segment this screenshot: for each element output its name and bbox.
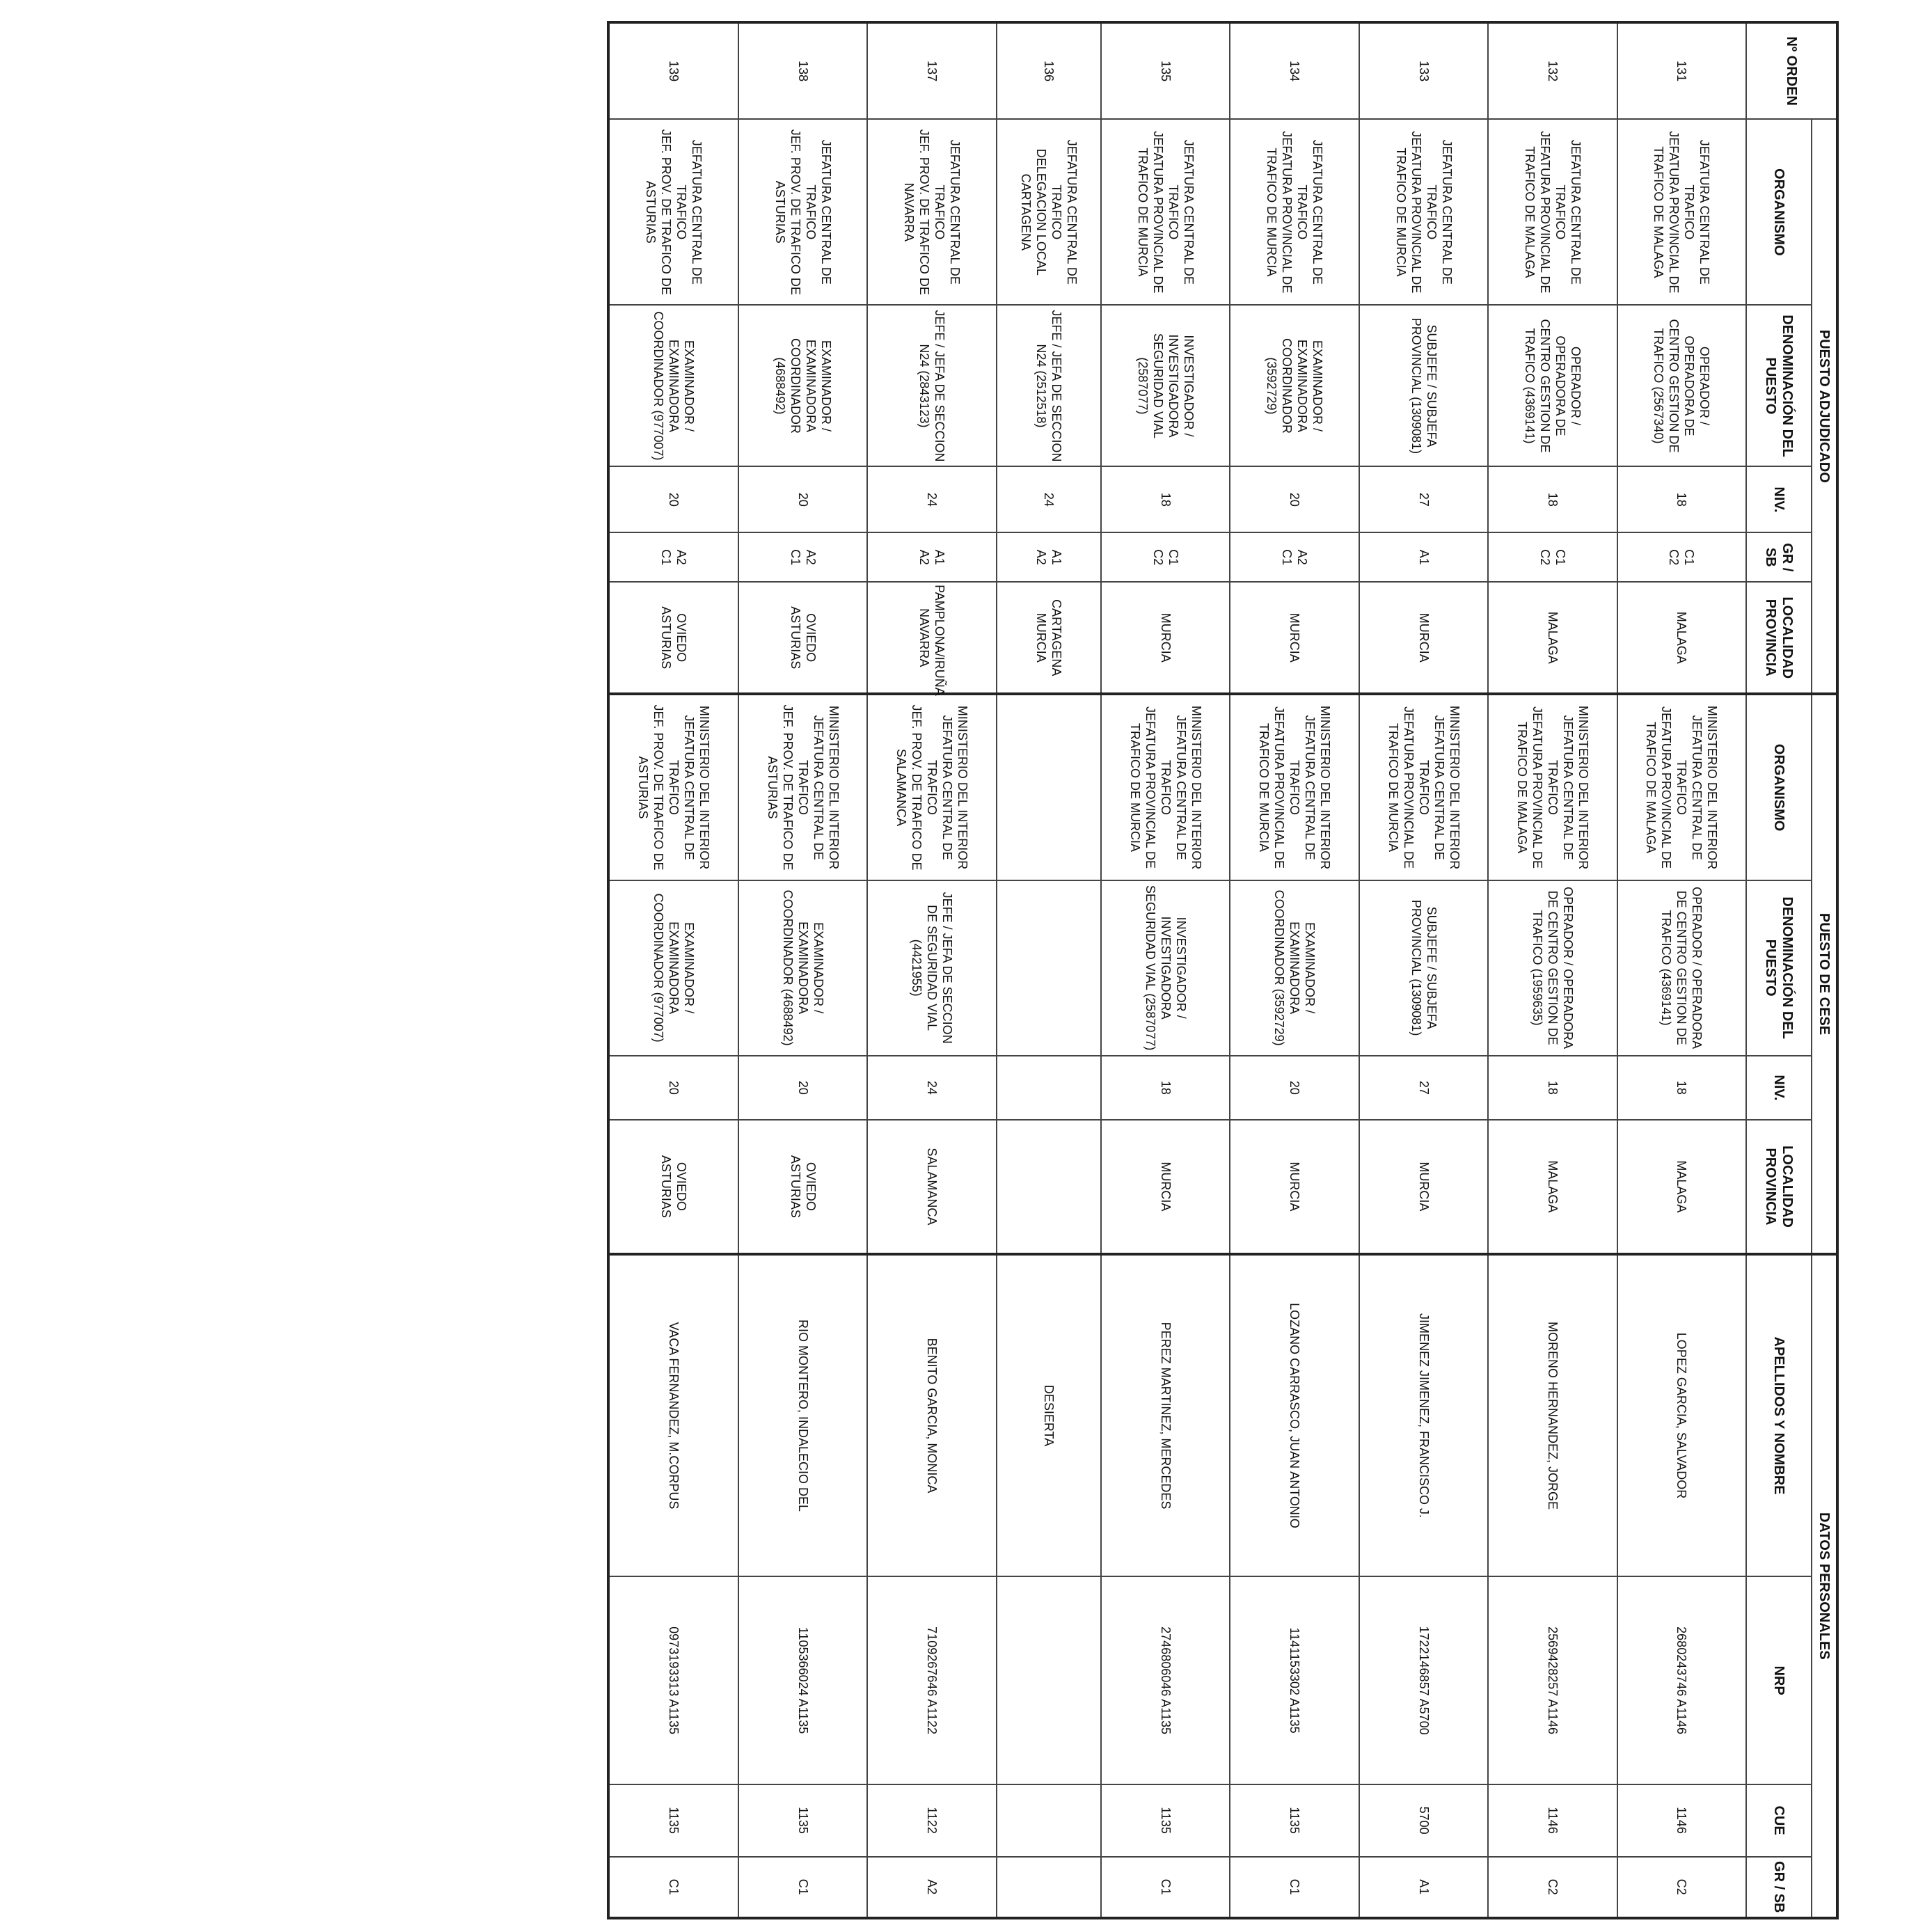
header-adj-niv: NIV. [1746,466,1812,532]
adj-niv-cell: 20 [1230,466,1359,532]
assignment-table [607,21,1839,1919]
cese-organismo-cell: MINISTERIO DEL INTERIOR JEFATURA CENTRAL DE TRAFICO JEFATURA PROVINCIAL DE TRAFICO DE MURCIA [1230,694,1359,880]
header-puesto-cese: PUESTO DE CESE [1812,694,1837,1253]
adj-denominacion-cell: OPERADOR / OPERADORA DE CENTRO GESTION DE TRAFICO (4369141) [1488,305,1617,466]
cese-organismo-cell: MINISTERIO DEL INTERIOR JEFATURA CENTRAL DE TRAFICO JEFATURA PROVINCIAL DE TRAFICO DE MURCIA [1359,694,1488,880]
header-adj-denominacion: DENOMINACIÓN DEL PUESTO [1746,305,1812,466]
adj-grsb-cell: A2 C1 [738,532,867,582]
adj-localidad-cell: CARTAGENA MURCIA [997,582,1101,694]
header-apellidos: APELLIDOS Y NOMBRE [1746,1254,1812,1577]
grsb-cell: C2 [1488,1857,1617,1918]
adj-organismo-cell: JEFATURA CENTRAL DE TRAFICO JEFATURA PROVINCIAL DE TRAFICO DE MURCIA [1101,119,1230,305]
cese-denominacion-cell: EXAMINADOR / EXAMINADORA COORDINADOR (977007) [608,880,738,1056]
cese-niv-cell: 20 [738,1056,867,1121]
adj-niv-cell: 24 [997,466,1101,532]
cese-niv-cell: 18 [1101,1056,1230,1121]
cese-denominacion-cell: SUBJEFE / SUBJEFA PROVINCIAL (1309081) [1359,880,1488,1056]
cue-cell: 5700 [1359,1784,1488,1857]
table-row [1101,22,1230,1918]
adj-grsb-cell: A2 C1 [1230,532,1359,582]
cue-cell: 1135 [1101,1784,1230,1857]
nrp-cell: 0973193313 A1135 [608,1576,738,1784]
cese-denominacion-cell: OPERADOR / OPERADORA DE CENTRO GESTION DE TRAFICO (4369141) [1617,880,1746,1056]
adj-grsb-cell: A1 A2 [867,532,996,582]
table-row [1617,22,1746,1918]
adj-organismo-cell: JEFATURA CENTRAL DE TRAFICO JEF. PROV. DE TRAFICO DE ASTURIAS [608,119,738,305]
cese-organismo-cell [997,694,1101,880]
apellidos-cell: LOPEZ GARCIA, SALVADOR [1617,1254,1746,1577]
nrp-cell: 1141153302 A1135 [1230,1576,1359,1784]
grsb-cell: C1 [1230,1857,1359,1918]
cese-niv-cell: 20 [1230,1056,1359,1121]
cese-localidad-cell: MALAGA [1488,1120,1617,1253]
nrp-cell: 7109267646 A1122 [867,1576,996,1784]
adj-grsb-cell: A1 [1359,532,1488,582]
adj-organismo-cell: JEFATURA CENTRAL DE TRAFICO DELEGACION LOCAL CARTAGENA [997,119,1101,305]
adj-niv-cell: 18 [1488,466,1617,532]
adj-organismo-cell: JEFATURA CENTRAL DE TRAFICO JEFATURA PROVINCIAL DE TRAFICO DE MALAGA [1488,119,1617,305]
table-body [608,22,1746,1918]
grsb-cell: C2 [1617,1857,1746,1918]
orden-cell: 138 [738,22,867,119]
orden-cell: 134 [1230,22,1359,119]
apellidos-cell: JIMENEZ JIMENEZ, FRANCISCO J. [1359,1254,1488,1577]
adj-organismo-cell: JEFATURA CENTRAL DE TRAFICO JEFATURA PROVINCIAL DE TRAFICO DE MALAGA [1617,119,1746,305]
adj-denominacion-cell: EXAMINADOR / EXAMINADORA COORDINADOR (3592729) [1230,305,1359,466]
orden-cell: 133 [1359,22,1488,119]
orden-cell: 132 [1488,22,1617,119]
header-adj-grsb: GR / SB [1746,532,1812,582]
orden-cell: 139 [608,22,738,119]
adj-localidad-cell: OVIEDO ASTURIAS [738,582,867,694]
header-cese-denominacion: DENOMINACIÓN DEL PUESTO [1746,880,1812,1056]
cese-niv-cell: 18 [1488,1056,1617,1121]
header-cue: CUE [1746,1784,1812,1857]
cese-denominacion-cell: OPERADOR / OPERADORA DE CENTRO GESTION DE TRAFICO (1959635) [1488,880,1617,1056]
header-orden: Nº ORDEN [1746,22,1837,119]
nrp-cell: 1105366024 A1135 [738,1576,867,1784]
adj-grsb-cell: C1 C2 [1101,532,1230,582]
nrp-cell [997,1576,1101,1784]
table-row [738,22,867,1918]
adj-denominacion-cell: OPERADOR / OPERADORA DE CENTRO GESTION DE TRAFICO (2567340) [1617,305,1746,466]
header-cese-localidad: LOCALIDAD PROVINCIA [1746,1120,1812,1253]
header-adj-localidad: LOCALIDAD PROVINCIA [1746,582,1812,694]
cese-organismo-cell: MINISTERIO DEL INTERIOR JEFATURA CENTRAL DE TRAFICO JEFATURA PROVINCIAL DE TRAFICO DE MALAGA [1488,694,1617,880]
adj-organismo-cell: JEFATURA CENTRAL DE TRAFICO JEFATURA PROVINCIAL DE TRAFICO DE MURCIA [1359,119,1488,305]
cese-localidad-cell: MALAGA [1617,1120,1746,1253]
cese-localidad-cell: SALAMANCA [867,1120,996,1253]
cese-niv-cell: 18 [1617,1056,1746,1121]
cue-cell: 1135 [608,1784,738,1857]
cese-localidad-cell [997,1120,1101,1253]
adj-localidad-cell: MURCIA [1101,582,1230,694]
cese-denominacion-cell: EXAMINADOR / EXAMINADORA COORDINADOR (3592729) [1230,880,1359,1056]
adj-niv-cell: 20 [608,466,738,532]
cese-denominacion-cell: EXAMINADOR / EXAMINADORA COORDINADOR (4688492) [738,880,867,1056]
orden-cell: 136 [997,22,1101,119]
adj-denominacion-cell: INVESTIGADOR / INVESTIGADORA SEGURIDAD VIAL (2587077) [1101,305,1230,466]
adj-denominacion-cell: JEFE / JEFA DE SECCION N24 (2512518) [997,305,1101,466]
grsb-cell: A2 [867,1857,996,1918]
adj-denominacion-cell: EXAMINADOR / EXAMINADORA COORDINADOR (977007) [608,305,738,466]
adj-localidad-cell: OVIEDO ASTURIAS [608,582,738,694]
adj-localidad-cell: MURCIA [1359,582,1488,694]
adj-denominacion-cell: JEFE / JEFA DE SECCION N24 (2843123) [867,305,996,466]
adj-localidad-cell: MALAGA [1488,582,1617,694]
cue-cell: 1146 [1617,1784,1746,1857]
adj-organismo-cell: JEFATURA CENTRAL DE TRAFICO JEF. PROV. DE TRAFICO DE NAVARRA [867,119,996,305]
grsb-cell: C1 [608,1857,738,1918]
header-puesto-adjudicado: PUESTO ADJUDICADO [1812,119,1837,694]
apellidos-cell: RIO MONTERO, INDALECIO DEL [738,1254,867,1577]
table-row [608,22,738,1918]
cue-cell: 1135 [1230,1784,1359,1857]
adj-niv-cell: 27 [1359,466,1488,532]
cese-niv-cell: 24 [867,1056,996,1121]
orden-cell: 131 [1617,22,1746,119]
cese-niv-cell: 27 [1359,1056,1488,1121]
cese-organismo-cell: MINISTERIO DEL INTERIOR JEFATURA CENTRAL DE TRAFICO JEF. PROV. DE TRAFICO DE ASTURIAS [738,694,867,880]
adj-localidad-cell: PAMPLONA/IRUÑA NAVARRA [867,582,996,694]
grsb-cell: A1 [1359,1857,1488,1918]
adj-localidad-cell: MURCIA [1230,582,1359,694]
adj-grsb-cell: A2 C1 [608,532,738,582]
cese-localidad-cell: MURCIA [1359,1120,1488,1253]
table-row [1488,22,1617,1918]
cue-cell: 1146 [1488,1784,1617,1857]
adj-grsb-cell: A1 A2 [997,532,1101,582]
adj-niv-cell: 24 [867,466,996,532]
apellidos-cell: MORENO HERNANDEZ, JORGE [1488,1254,1617,1577]
header-datos-personales: DATOS PERSONALES [1812,1254,1837,1918]
cese-niv-cell [997,1056,1101,1121]
apellidos-cell: BENITO GARCIA, MONICA [867,1254,996,1577]
header-cese-organismo: ORGANISMO [1746,694,1812,880]
grsb-cell: C1 [1101,1857,1230,1918]
header-adj-organismo: ORGANISMO [1746,119,1812,305]
nrp-cell: 2746806046 A1135 [1101,1576,1230,1784]
table-row [1359,22,1488,1918]
adj-niv-cell: 20 [738,466,867,532]
apellidos-cell: DESIERTA [997,1254,1101,1577]
table-row [1230,22,1359,1918]
cese-localidad-cell: OVIEDO ASTURIAS [738,1120,867,1253]
cue-cell [997,1784,1101,1857]
rotated-page [452,0,1932,1932]
adj-denominacion-cell: EXAMINADOR / EXAMINADORA COORDINADOR (4688492) [738,305,867,466]
cese-localidad-cell: MURCIA [1230,1120,1359,1253]
nrp-cell: 1722146857 A5700 [1359,1576,1488,1784]
cue-cell: 1122 [867,1784,996,1857]
grsb-cell [997,1857,1101,1918]
table-row [867,22,996,1918]
nrp-cell: 2569428257 A1146 [1488,1576,1617,1784]
header-cese-niv: NIV. [1746,1056,1812,1121]
adj-organismo-cell: JEFATURA CENTRAL DE TRAFICO JEF. PROV. DE TRAFICO DE ASTURIAS [738,119,867,305]
grsb-cell: C1 [738,1857,867,1918]
adj-niv-cell: 18 [1617,466,1746,532]
adj-denominacion-cell: SUBJEFE / SUBJEFA PROVINCIAL (1309081) [1359,305,1488,466]
header-grsb: GR / SB [1746,1857,1812,1918]
header-nrp: NRP [1746,1576,1812,1784]
adj-localidad-cell: MALAGA [1617,582,1746,694]
apellidos-cell: PEREZ MARTINEZ, MERCEDES [1101,1254,1230,1577]
cese-localidad-cell: OVIEDO ASTURIAS [608,1120,738,1253]
apellidos-cell: LOZANO CARRASCO, JUAN ANTONIO [1230,1254,1359,1577]
cese-niv-cell: 20 [608,1056,738,1121]
apellidos-cell: VACA FERNANDEZ, M.CORPUS [608,1254,738,1577]
cese-organismo-cell: MINISTERIO DEL INTERIOR JEFATURA CENTRAL DE TRAFICO JEFATURA PROVINCIAL DE TRAFICO DE MALAGA [1617,694,1746,880]
adj-grsb-cell: C1 C2 [1617,532,1746,582]
cese-denominacion-cell [997,880,1101,1056]
cue-cell: 1135 [738,1784,867,1857]
cese-organismo-cell: MINISTERIO DEL INTERIOR JEFATURA CENTRAL DE TRAFICO JEFATURA PROVINCIAL DE TRAFICO DE MURCIA [1101,694,1230,880]
cese-organismo-cell: MINISTERIO DEL INTERIOR JEFATURA CENTRAL DE TRAFICO JEF. PROV. DE TRAFICO DE SALAMANCA [867,694,996,880]
cese-denominacion-cell: INVESTIGADOR / INVESTIGADORA SEGURIDAD VIAL (2587077) [1101,880,1230,1056]
cese-organismo-cell: MINISTERIO DEL INTERIOR JEFATURA CENTRAL DE TRAFICO JEF. PROV. DE TRAFICO DE ASTURIAS [608,694,738,880]
orden-cell: 135 [1101,22,1230,119]
cese-localidad-cell: MURCIA [1101,1120,1230,1253]
adj-organismo-cell: JEFATURA CENTRAL DE TRAFICO JEFATURA PROVINCIAL DE TRAFICO DE MURCIA [1230,119,1359,305]
table-row [997,22,1101,1918]
nrp-cell: 2680243746 A1146 [1617,1576,1746,1784]
cese-denominacion-cell: JEFE / JEFA DE SECCION DE SEGURIDAD VIAL (4421955) [867,880,996,1056]
adj-grsb-cell: C1 C2 [1488,532,1617,582]
orden-cell: 137 [867,22,996,119]
adj-niv-cell: 18 [1101,466,1230,532]
